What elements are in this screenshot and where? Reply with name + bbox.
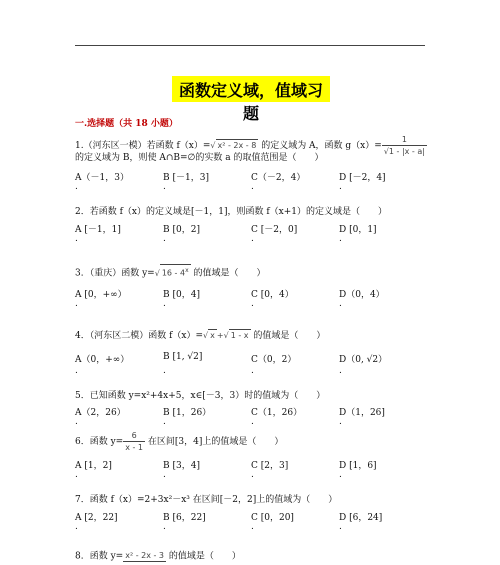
- q6-dot-d: .: [339, 470, 342, 480]
- q1-option-d[interactable]: D [－2，4]: [339, 173, 386, 183]
- q4-option-a[interactable]: A（0，+∞）: [75, 355, 130, 365]
- q1-dot-a: .: [75, 182, 78, 192]
- q4-text-pre: 4．（河东区二模）函数 f（x）=: [75, 331, 204, 341]
- q1-frac-den: √1 - |x - a|: [383, 147, 425, 156]
- q8-text-pre: 8．函数 y=: [75, 551, 124, 562]
- q2-option-b[interactable]: B [0，2]: [163, 225, 200, 235]
- question-7: 7．函数 f（x）=2+3x²－x³ 在区间[－2，2]上的值域为（ ）: [75, 495, 338, 505]
- q5-dot-c: .: [251, 417, 254, 427]
- q4-option-d[interactable]: D（0, √2）: [339, 355, 388, 365]
- q5-option-a[interactable]: A（2，26）: [75, 408, 126, 418]
- question-2: 2．若函数 f（x）的定义域是[－1，1]，则函数 f（x+1）的定义域是（ ）: [75, 207, 388, 217]
- top-rule: [75, 45, 425, 46]
- q3-option-c[interactable]: C [0，4）: [251, 290, 294, 300]
- q1-dot-d: .: [339, 182, 342, 192]
- q6-text-pre: 6．函数 y=: [75, 437, 124, 447]
- q4-dot-c: .: [251, 366, 254, 376]
- q4-sqrt-2: √ 1 - x: [223, 331, 249, 340]
- q4-option-c[interactable]: C（0，2）: [251, 355, 297, 365]
- q3-option-a[interactable]: A [0，+∞）: [75, 290, 127, 300]
- q1-text-mid: 的定义域为 A，函数 g（x）=: [258, 141, 382, 151]
- q4-plus: +: [216, 331, 224, 340]
- title-highlight: [172, 76, 330, 123]
- q3-dot-a: .: [75, 299, 78, 309]
- q6-option-d[interactable]: D [1，6]: [339, 461, 377, 471]
- q6-dot-b: .: [163, 470, 166, 480]
- q7-dot-d: .: [339, 522, 342, 532]
- q6-text-post: 在区间[3，4]上的值域是（ ）: [145, 437, 284, 447]
- question-6: [75, 430, 283, 453]
- q7-dot-b: .: [163, 522, 166, 532]
- q1-option-b[interactable]: B [－1，3]: [163, 173, 209, 183]
- q4-dot-a: .: [75, 366, 78, 376]
- q4-dot-b: .: [163, 366, 166, 376]
- question-5: 5．已知函数 y=x²+4x+5，x∈[－3，3）时的值域为（ ）: [75, 391, 326, 401]
- q5-dot-a: .: [75, 417, 78, 427]
- q3-exponent: x: [185, 267, 189, 274]
- q4-radicand-2: 1 - x: [230, 331, 249, 340]
- q1-text-pre: 1.（河东区一模）若函数 f（x）=: [75, 141, 211, 151]
- q5-dot-d: .: [339, 417, 342, 427]
- q7-option-c[interactable]: C [0，20]: [251, 513, 294, 523]
- q4-sqrt-1: √ x: [203, 331, 215, 340]
- q3-dot-b: .: [163, 299, 166, 309]
- question-8: [75, 550, 241, 563]
- q5-option-d[interactable]: D（1，26]: [339, 408, 385, 418]
- q1-sqrt: √ x² - 2x - 8: [210, 141, 257, 150]
- q8-fraction: [123, 550, 166, 562]
- q3-text-pre: 3．（重庆）函数 y=: [75, 268, 155, 279]
- q7-option-b[interactable]: B [6，22]: [163, 513, 206, 523]
- q2-dot-a: .: [75, 234, 78, 244]
- q3-dot-c: .: [251, 299, 254, 309]
- q2-dot-d: .: [339, 234, 342, 244]
- q1-dot-c: .: [251, 182, 254, 192]
- q6-option-b[interactable]: B [3，4]: [163, 461, 200, 471]
- q2-option-d[interactable]: D [0，1]: [339, 225, 377, 235]
- q4-dot-d: .: [339, 366, 342, 376]
- q3-sqrt: √ 16 - 4$^x$: [155, 269, 191, 278]
- question-4: [75, 329, 325, 342]
- question-1-line2: 的定义域为 B，则使 A∩B=∅的实数 a 的取值范围是（ ）: [75, 153, 324, 163]
- q2-dot-c: .: [251, 234, 254, 244]
- section-header: 一.选择题（共 18 小题）: [75, 119, 178, 129]
- q7-option-a[interactable]: A [2，22]: [75, 513, 118, 523]
- q7-dot-a: .: [75, 522, 78, 532]
- q3-radicand-text: 16 - 4: [161, 268, 186, 278]
- q2-dot-b: .: [163, 234, 166, 244]
- q5-dot-b: .: [163, 417, 166, 427]
- question-3: [75, 264, 266, 280]
- q1-frac-num: 1: [382, 134, 427, 146]
- q4-option-b[interactable]: B [1, √2]: [163, 352, 203, 362]
- q5-option-b[interactable]: B [1，26）: [163, 408, 212, 418]
- q7-option-d[interactable]: D [6，24]: [339, 513, 383, 523]
- q7-dot-c: .: [251, 522, 254, 532]
- q6-option-c[interactable]: C [2，3]: [251, 461, 289, 471]
- q3-text-post: 的值域是（ ）: [190, 268, 266, 279]
- q2-option-c[interactable]: C [－2，0]: [251, 225, 298, 235]
- q6-frac-num: 6: [123, 430, 145, 442]
- q4-text-post: 的值域是（ ）: [250, 331, 326, 341]
- q1-dot-b: .: [163, 182, 166, 192]
- q4-radicand-1: x: [210, 331, 215, 340]
- q8-frac-num: x² - 2x - 3: [125, 551, 165, 560]
- q6-dot-a: .: [75, 470, 78, 480]
- q8-text-post: 的值域是（ ）: [166, 551, 241, 562]
- q5-option-c[interactable]: C（1，26）: [251, 408, 303, 418]
- q1-fraction: [382, 134, 427, 157]
- q1-radicand: x² - 2x - 8: [217, 141, 257, 150]
- document-title: 函数定义域，值域习题: [178, 81, 323, 123]
- q1-option-c[interactable]: C（－2，4）: [251, 173, 306, 183]
- q6-option-a[interactable]: A [1，2]: [75, 461, 112, 471]
- q3-option-d[interactable]: D（0，4）: [339, 290, 385, 300]
- q3-radicand: [160, 264, 191, 279]
- q6-frac-den: x - 1: [125, 443, 144, 452]
- q6-dot-c: .: [251, 470, 254, 480]
- q3-option-b[interactable]: B [0，4]: [163, 290, 200, 300]
- q2-option-a[interactable]: A [－1，1]: [75, 225, 121, 235]
- q6-fraction: [123, 430, 145, 453]
- q1-option-a[interactable]: A（－1，3）: [75, 173, 129, 183]
- q3-dot-d: .: [339, 299, 342, 309]
